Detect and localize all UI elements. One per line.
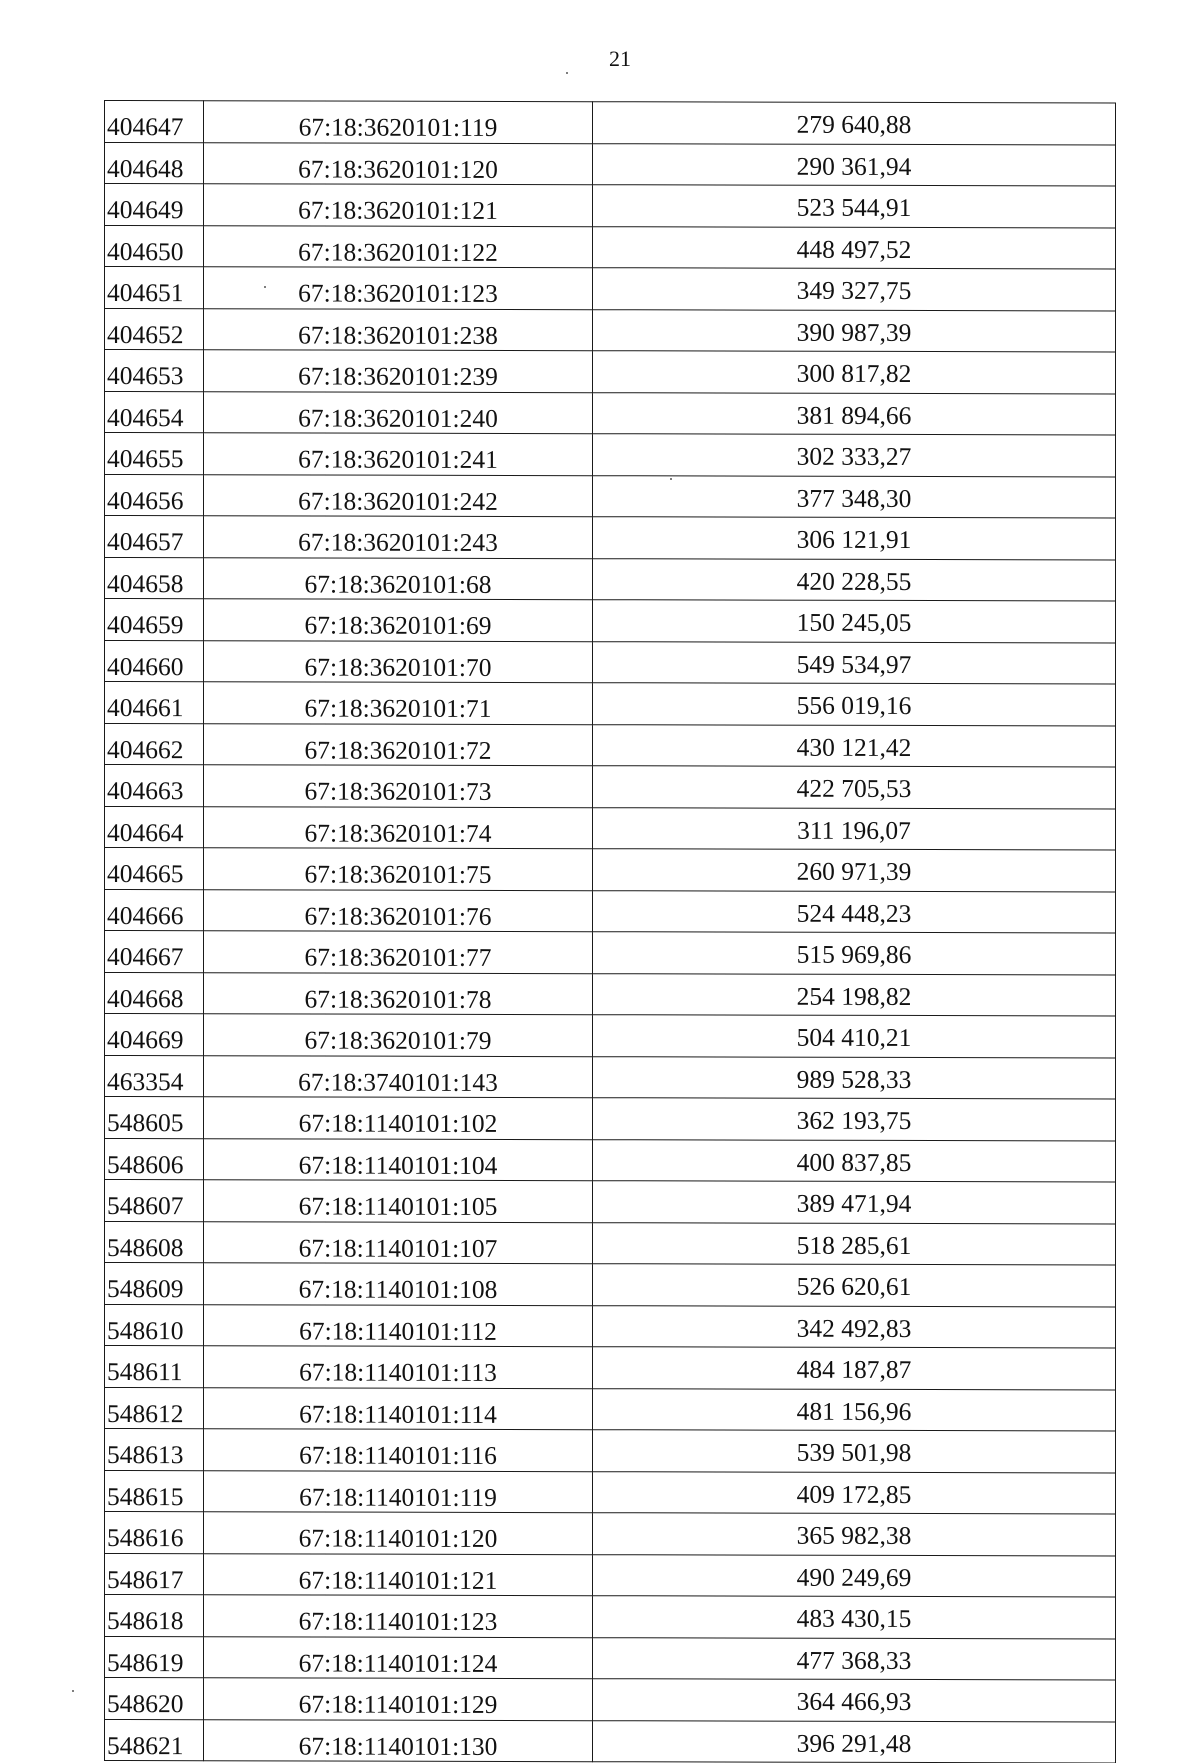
cadastral-value-cell: 349 327,75 bbox=[593, 268, 1116, 311]
cadastral-number-cell: 67:18:3620101:75 bbox=[204, 848, 593, 890]
cadastral-value-cell: 518 285,61 bbox=[593, 1222, 1116, 1265]
table-row bbox=[105, 1470, 1116, 1514]
table-row bbox=[105, 1719, 1116, 1763]
table-row bbox=[105, 516, 1116, 560]
table-row bbox=[105, 640, 1116, 684]
cadastral-value-cell: 430 121,42 bbox=[593, 724, 1116, 767]
cadastral-number-cell: 67:18:1140101:102 bbox=[204, 1097, 593, 1139]
cadastral-value-cell: 362 193,75 bbox=[593, 1098, 1116, 1141]
table-row bbox=[105, 1595, 1116, 1639]
table-row bbox=[105, 1512, 1116, 1556]
record-number-cell: 404654 bbox=[105, 391, 204, 433]
cadastral-number-cell: 67:18:3620101:122 bbox=[204, 225, 593, 267]
cadastral-number-cell: 67:18:3620101:242 bbox=[204, 474, 593, 516]
table-row bbox=[105, 848, 1116, 892]
cadastral-number-cell: 67:18:3620101:120 bbox=[204, 142, 593, 184]
record-number-cell: 548615 bbox=[105, 1470, 204, 1512]
table-row bbox=[105, 1636, 1116, 1680]
cadastral-number-cell: 67:18:3620101:243 bbox=[204, 516, 593, 558]
record-number-cell: 404663 bbox=[105, 765, 204, 807]
table-row bbox=[105, 1221, 1116, 1265]
table-row bbox=[105, 350, 1116, 394]
cadastral-value-cell: 290 361,94 bbox=[593, 143, 1116, 186]
table-row bbox=[105, 433, 1116, 477]
cadastral-value-cell: 381 894,66 bbox=[593, 392, 1116, 435]
cadastral-value-cell: 365 982,38 bbox=[593, 1513, 1116, 1556]
record-number-cell: 463354 bbox=[105, 1055, 204, 1097]
cadastral-number-cell: 67:18:1140101:114 bbox=[204, 1387, 593, 1429]
record-number-cell: 548612 bbox=[105, 1387, 204, 1429]
table-row bbox=[105, 101, 1116, 145]
cadastral-number-cell: 67:18:3620101:76 bbox=[204, 889, 593, 931]
record-number-cell: 404665 bbox=[105, 848, 204, 890]
cadastral-value-cell: 302 333,27 bbox=[593, 434, 1116, 477]
cadastral-value-cell: 524 448,23 bbox=[593, 890, 1116, 933]
cadastral-number-cell: 67:18:1140101:130 bbox=[204, 1719, 593, 1761]
record-number-cell: 404662 bbox=[105, 723, 204, 765]
cadastral-value-cell: 306 121,91 bbox=[593, 517, 1116, 560]
table-row bbox=[105, 599, 1116, 643]
cadastral-number-cell: 67:18:1140101:116 bbox=[204, 1429, 593, 1471]
cadastral-number-cell: 67:18:3620101:119 bbox=[204, 101, 593, 143]
table-row bbox=[105, 391, 1116, 435]
table-row bbox=[105, 1014, 1116, 1058]
cadastral-value-cell: 400 837,85 bbox=[593, 1139, 1116, 1182]
cadastral-value-cell: 150 245,05 bbox=[593, 600, 1116, 643]
cadastral-value-cell: 396 291,48 bbox=[593, 1720, 1116, 1763]
record-number-cell: 404661 bbox=[105, 682, 204, 724]
table-row bbox=[105, 1387, 1116, 1431]
record-number-cell: 404656 bbox=[105, 474, 204, 516]
table-row bbox=[105, 1138, 1116, 1182]
table-row bbox=[105, 682, 1116, 726]
table-row bbox=[105, 1553, 1116, 1597]
record-number-cell: 404649 bbox=[105, 184, 204, 226]
cadastral-number-cell: 67:18:1140101:120 bbox=[204, 1512, 593, 1554]
cadastral-number-cell: 67:18:3620101:238 bbox=[204, 308, 593, 350]
cadastral-value-cell: 490 249,69 bbox=[593, 1554, 1116, 1597]
cadastral-value-cell: 448 497,52 bbox=[593, 226, 1116, 269]
table-row bbox=[105, 1678, 1116, 1722]
table-body bbox=[105, 101, 1116, 1763]
table-row bbox=[105, 1304, 1116, 1348]
record-number-cell: 548609 bbox=[105, 1263, 204, 1305]
cadastral-number-cell: 67:18:1140101:121 bbox=[204, 1553, 593, 1595]
cadastral-number-cell: 67:18:1140101:104 bbox=[204, 1138, 593, 1180]
record-number-cell: 548618 bbox=[105, 1595, 204, 1637]
cadastral-number-cell: 67:18:1140101:112 bbox=[204, 1304, 593, 1346]
table-row bbox=[105, 1429, 1116, 1473]
cadastral-number-cell: 67:18:1140101:119 bbox=[204, 1470, 593, 1512]
cadastral-value-cell: 539 501,98 bbox=[593, 1430, 1116, 1473]
cadastral-number-cell: 67:18:3620101:74 bbox=[204, 806, 593, 848]
record-number-cell: 548621 bbox=[105, 1719, 204, 1761]
record-number-cell: 548620 bbox=[105, 1678, 204, 1720]
table-row bbox=[105, 184, 1116, 228]
cadastral-value-cell: 300 817,82 bbox=[593, 351, 1116, 394]
cadastral-number-cell: 67:18:1140101:108 bbox=[204, 1263, 593, 1305]
record-number-cell: 404664 bbox=[105, 806, 204, 848]
table-row bbox=[105, 931, 1116, 975]
cadastral-number-cell: 67:18:3620101:241 bbox=[204, 433, 593, 475]
cadastral-value-cell: 477 368,33 bbox=[593, 1637, 1116, 1680]
record-number-cell: 548607 bbox=[105, 1180, 204, 1222]
cadastral-number-cell: 67:18:3620101:73 bbox=[204, 765, 593, 807]
table-row bbox=[105, 1097, 1116, 1141]
record-number-cell: 548617 bbox=[105, 1553, 204, 1595]
cadastral-value-cell: 311 196,07 bbox=[593, 807, 1116, 850]
record-number-cell: 404655 bbox=[105, 433, 204, 475]
cadastral-value-cell: 260 971,39 bbox=[593, 849, 1116, 892]
table-row bbox=[105, 806, 1116, 850]
cadastral-number-cell: 67:18:3620101:77 bbox=[204, 931, 593, 973]
record-number-cell: 548610 bbox=[105, 1304, 204, 1346]
cadastral-value-cell: 989 528,33 bbox=[593, 1056, 1116, 1099]
table-row bbox=[105, 1346, 1116, 1390]
cadastral-number-cell: 67:18:3620101:71 bbox=[204, 682, 593, 724]
record-number-cell: 404647 bbox=[105, 101, 204, 143]
cadastral-number-cell: 67:18:3620101:68 bbox=[204, 557, 593, 599]
cadastral-value-cell: 504 410,21 bbox=[593, 1015, 1116, 1058]
table-row bbox=[105, 474, 1116, 518]
record-number-cell: 404669 bbox=[105, 1014, 204, 1056]
table-row bbox=[105, 1180, 1116, 1224]
table-row bbox=[105, 225, 1116, 269]
cadastral-value-cell: 279 640,88 bbox=[593, 102, 1116, 145]
record-number-cell: 404648 bbox=[105, 142, 204, 184]
record-number-cell: 404657 bbox=[105, 516, 204, 558]
cadastral-number-cell: 67:18:3620101:78 bbox=[204, 972, 593, 1014]
cadastral-value-cell: 254 198,82 bbox=[593, 973, 1116, 1016]
cadastral-number-cell: 67:18:3620101:69 bbox=[204, 599, 593, 641]
cadastral-number-cell: 67:18:3620101:121 bbox=[204, 184, 593, 226]
cadastral-value-cell: 515 969,86 bbox=[593, 932, 1116, 975]
cadastral-number-cell: 67:18:1140101:107 bbox=[204, 1221, 593, 1263]
table-row bbox=[105, 723, 1116, 767]
cadastral-value-cell: 389 471,94 bbox=[593, 1181, 1116, 1224]
cadastral-value-cell: 483 430,15 bbox=[593, 1596, 1116, 1639]
record-number-cell: 548619 bbox=[105, 1636, 204, 1678]
cadastral-value-cell: 481 156,96 bbox=[593, 1388, 1116, 1431]
cadastral-value-cell: 409 172,85 bbox=[593, 1471, 1116, 1514]
record-number-cell: 404667 bbox=[105, 931, 204, 973]
cadastral-number-cell: 67:18:3620101:70 bbox=[204, 640, 593, 682]
cadastral-number-cell: 67:18:3740101:143 bbox=[204, 1055, 593, 1097]
cadastral-number-cell: 67:18:3620101:239 bbox=[204, 350, 593, 392]
table-row bbox=[105, 308, 1116, 352]
cadastral-value-cell: 549 534,97 bbox=[593, 641, 1116, 684]
cadastral-value-cell: 364 466,93 bbox=[593, 1679, 1116, 1722]
record-number-cell: 548613 bbox=[105, 1429, 204, 1471]
cadastral-value-cell: 484 187,87 bbox=[593, 1347, 1116, 1390]
record-number-cell: 404650 bbox=[105, 225, 204, 267]
cadastral-number-cell: 67:18:1140101:129 bbox=[204, 1678, 593, 1720]
cadastral-number-cell: 67:18:1140101:123 bbox=[204, 1595, 593, 1637]
record-number-cell: 404651 bbox=[105, 267, 204, 309]
record-number-cell: 404653 bbox=[105, 350, 204, 392]
scan-speck bbox=[566, 72, 568, 74]
table-row bbox=[105, 1055, 1116, 1099]
record-number-cell: 404668 bbox=[105, 972, 204, 1014]
record-number-cell: 404666 bbox=[105, 889, 204, 931]
cadastral-value-cell: 523 544,91 bbox=[593, 185, 1116, 228]
record-number-cell: 404658 bbox=[105, 557, 204, 599]
record-number-cell: 548605 bbox=[105, 1097, 204, 1139]
page-number: 21 bbox=[609, 46, 631, 71]
record-number-cell: 548606 bbox=[105, 1138, 204, 1180]
table-row bbox=[105, 765, 1116, 809]
cadastral-value-cell: 342 492,83 bbox=[593, 1305, 1116, 1348]
cadastral-value-cell: 556 019,16 bbox=[593, 683, 1116, 726]
table-row bbox=[105, 142, 1116, 186]
cadastral-number-cell: 67:18:3620101:123 bbox=[204, 267, 593, 309]
record-number-cell: 548608 bbox=[105, 1221, 204, 1263]
cadastral-number-cell: 67:18:1140101:105 bbox=[204, 1180, 593, 1222]
table-row bbox=[105, 557, 1116, 601]
cadastral-value-cell: 422 705,53 bbox=[593, 766, 1116, 809]
cadastral-number-cell: 67:18:1140101:113 bbox=[204, 1346, 593, 1388]
cadastral-value-cell: 526 620,61 bbox=[593, 1264, 1116, 1307]
cadastral-value-cell: 377 348,30 bbox=[593, 475, 1116, 518]
record-number-cell: 548611 bbox=[105, 1346, 204, 1388]
table-row bbox=[105, 1263, 1116, 1307]
record-number-cell: 404659 bbox=[105, 599, 204, 641]
record-number-cell: 548616 bbox=[105, 1512, 204, 1554]
table-row bbox=[105, 889, 1116, 933]
cadastral-value-cell: 390 987,39 bbox=[593, 309, 1116, 352]
table-row bbox=[105, 267, 1116, 311]
cadastral-number-cell: 67:18:1140101:124 bbox=[204, 1636, 593, 1678]
cadastral-number-cell: 67:18:3620101:240 bbox=[204, 391, 593, 433]
cadastral-value-cell: 420 228,55 bbox=[593, 558, 1116, 601]
scan-speck bbox=[72, 1690, 74, 1692]
table-row bbox=[105, 972, 1116, 1016]
cadastral-number-cell: 67:18:3620101:79 bbox=[204, 1014, 593, 1056]
cadastral-value-table bbox=[104, 100, 1116, 1763]
cadastral-number-cell: 67:18:3620101:72 bbox=[204, 723, 593, 765]
record-number-cell: 404660 bbox=[105, 640, 204, 682]
record-number-cell: 404652 bbox=[105, 308, 204, 350]
